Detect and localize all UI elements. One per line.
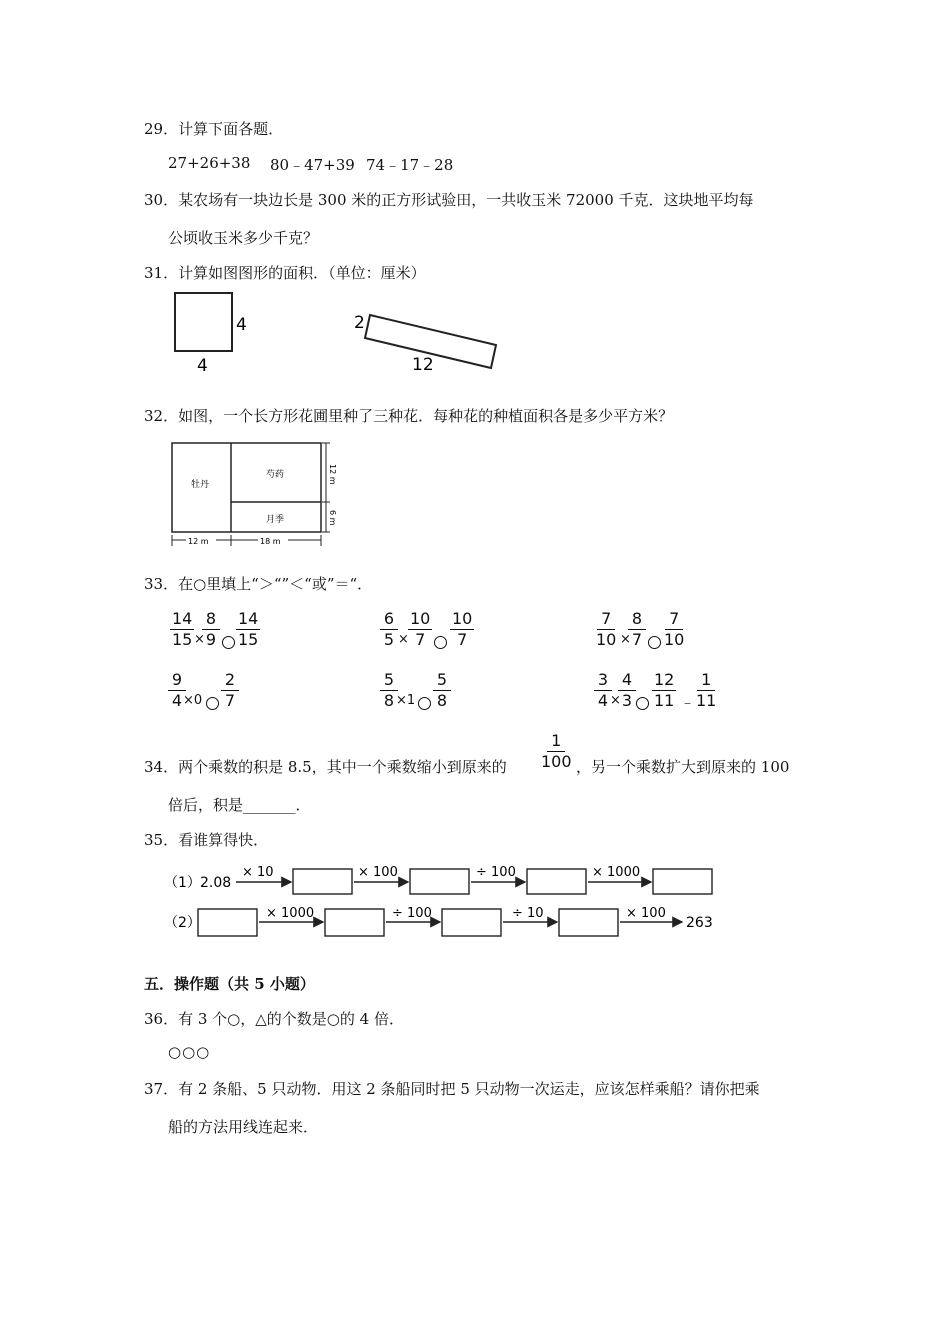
q33-i4-answer-circle[interactable] bbox=[206, 697, 219, 710]
q36-title: 36．有 3 个○，△的个数是○的 4 倍． bbox=[144, 1010, 404, 1028]
q33-i6-answer-circle[interactable] bbox=[636, 697, 649, 710]
q32-width1-label: 12 m bbox=[188, 537, 209, 546]
q32-height2-label: 6 m bbox=[328, 510, 337, 526]
q29-expr-2: 80﹣47+39 bbox=[270, 156, 355, 174]
q32-rose-label: 月季 bbox=[266, 515, 285, 525]
q35-chain-figure bbox=[160, 856, 730, 946]
q32-title: 32．如图，一个长方形花圃里种了三种花．每种花的种植面积各是多少平方米？ bbox=[144, 407, 674, 425]
q33-i2-a: $\frac{6}{5}$ bbox=[380, 609, 398, 650]
q31-figure bbox=[160, 288, 510, 378]
q35-row2-op3: ÷ 10 bbox=[512, 906, 544, 921]
q35-title: 35．看谁算得快． bbox=[144, 831, 269, 849]
q35-row2-end: 263 bbox=[686, 915, 713, 931]
q32-height1-label: 12 m bbox=[328, 464, 337, 485]
q33-i4-a: $\frac{9}{4}$ bbox=[168, 670, 186, 711]
q35-row2-box3[interactable] bbox=[442, 909, 501, 936]
q33-i3-op: × bbox=[620, 632, 631, 647]
q33-i6-c: $\frac{12}{11}$ bbox=[654, 670, 675, 710]
q29-expr-1: 27+26+38 bbox=[168, 154, 251, 172]
q31-square bbox=[175, 293, 232, 351]
q36-circles: ○○○ bbox=[168, 1043, 211, 1061]
q35-row1-op3: ÷ 100 bbox=[476, 865, 516, 880]
q33-i2-op: × bbox=[398, 632, 409, 647]
q33-i1-op: × bbox=[194, 632, 205, 647]
q33-i5-mul: ×1 bbox=[396, 693, 416, 708]
q31-rect-width: 2 bbox=[354, 313, 365, 333]
q34-line2: 倍后，积是_______． bbox=[168, 796, 311, 814]
q33-i1-answer-circle[interactable] bbox=[222, 636, 235, 649]
q32-herbaceous-label: 芍药 bbox=[266, 470, 285, 480]
q34-text-pre: 34．两个乘数的积是 8.5，其中一个乘数缩小到原来的 bbox=[144, 758, 507, 776]
q35-row2-label: （2） bbox=[164, 915, 201, 931]
q33-i6-a: $\frac{3}{4}$ bbox=[594, 670, 612, 711]
q35-row2-op4: × 100 bbox=[626, 906, 666, 921]
q35-row2-box1[interactable] bbox=[198, 909, 257, 936]
q37-line2: 船的方法用线连起来． bbox=[168, 1118, 319, 1136]
q35-row2-op2: ÷ 100 bbox=[392, 906, 432, 921]
q29-expr-3: 74﹣17﹣28 bbox=[366, 156, 454, 174]
q33-i6-minus: ﹣ bbox=[680, 693, 696, 711]
q33-i3-b: $\frac{8}{7}$ bbox=[628, 609, 646, 650]
q34-text-post: ，另一个乘数扩大到原来的 100 bbox=[576, 758, 790, 776]
q33-i3-c: $\frac{7}{10}$ bbox=[664, 609, 685, 649]
q35-row1-op1: × 10 bbox=[242, 865, 274, 880]
q33-i3-a: $\frac{7}{10}$ bbox=[596, 609, 617, 649]
q35-row1-label: （1） bbox=[164, 875, 201, 891]
q33-title: 33．在○里填上“＞“”＜“或”＝“． bbox=[144, 575, 373, 593]
q32-peony-label: 牡丹 bbox=[191, 480, 210, 490]
q34-fraction: $\frac{1}{100}$ bbox=[541, 731, 572, 771]
q35-row1-box4[interactable] bbox=[653, 869, 712, 894]
q33-i3-answer-circle[interactable] bbox=[648, 636, 661, 649]
q31-title: 31．计算如图图形的面积．（单位：厘米） bbox=[144, 264, 426, 282]
q32-garden-figure bbox=[166, 438, 336, 550]
q35-row1-box2[interactable] bbox=[410, 869, 469, 894]
q31-rect-length: 12 bbox=[412, 355, 434, 375]
q30-line1: 30．某农场有一块边长是 300 米的正方形试验田，一共收玉米 72000 千克．这块地平均每 bbox=[144, 191, 754, 209]
section5-title: 五．操作题（共 5 小题） bbox=[144, 975, 315, 993]
q33-i5-c: $\frac{5}{8}$ bbox=[433, 670, 451, 711]
q33-i1-c: $\frac{14}{15}$ bbox=[238, 609, 259, 649]
q33-i5-answer-circle[interactable] bbox=[418, 697, 431, 710]
q33-i2-b: $\frac{10}{7}$ bbox=[410, 609, 431, 649]
q33-i2-answer-circle[interactable] bbox=[434, 636, 447, 649]
q35-row1-box1[interactable] bbox=[293, 869, 352, 894]
q33-i1-b: $\frac{8}{9}$ bbox=[202, 609, 220, 650]
q30-line2: 公顷收玉米多少千克？ bbox=[168, 229, 319, 247]
q35-row2-box4[interactable] bbox=[559, 909, 618, 936]
q35-row2-op1: × 1000 bbox=[266, 906, 315, 921]
q33-i6-d: $\frac{1}{11}$ bbox=[696, 670, 717, 710]
q33-i4-c: $\frac{2}{7}$ bbox=[221, 670, 239, 711]
q35-row2-box2[interactable] bbox=[325, 909, 384, 936]
q37-line1: 37．有 2 条船、5 只动物．用这 2 条船同时把 5 只动物一次运走，应该怎样乘船？请你把乘 bbox=[144, 1080, 760, 1098]
q33-i1-a: $\frac{14}{15}$ bbox=[172, 609, 193, 649]
q33-i5-a: $\frac{5}{8}$ bbox=[380, 670, 398, 711]
q29-title: 29．计算下面各题． bbox=[144, 120, 284, 138]
q31-square-side: 4 bbox=[236, 315, 247, 335]
q33-i6-op: × bbox=[610, 693, 621, 708]
q33-i2-c: $\frac{10}{7}$ bbox=[452, 609, 473, 649]
q33-i6-b: $\frac{4}{3}$ bbox=[618, 670, 636, 711]
q35-row1-start: 2.08 bbox=[200, 875, 232, 891]
q33-i4-mul: ×0 bbox=[183, 693, 203, 708]
q31-square-bottom: 4 bbox=[197, 356, 208, 376]
q35-row1-op2: × 100 bbox=[358, 865, 398, 880]
q35-row1-box3[interactable] bbox=[527, 869, 586, 894]
q35-row1-op4: × 1000 bbox=[592, 865, 641, 880]
q32-width2-label: 18 m bbox=[260, 537, 281, 546]
